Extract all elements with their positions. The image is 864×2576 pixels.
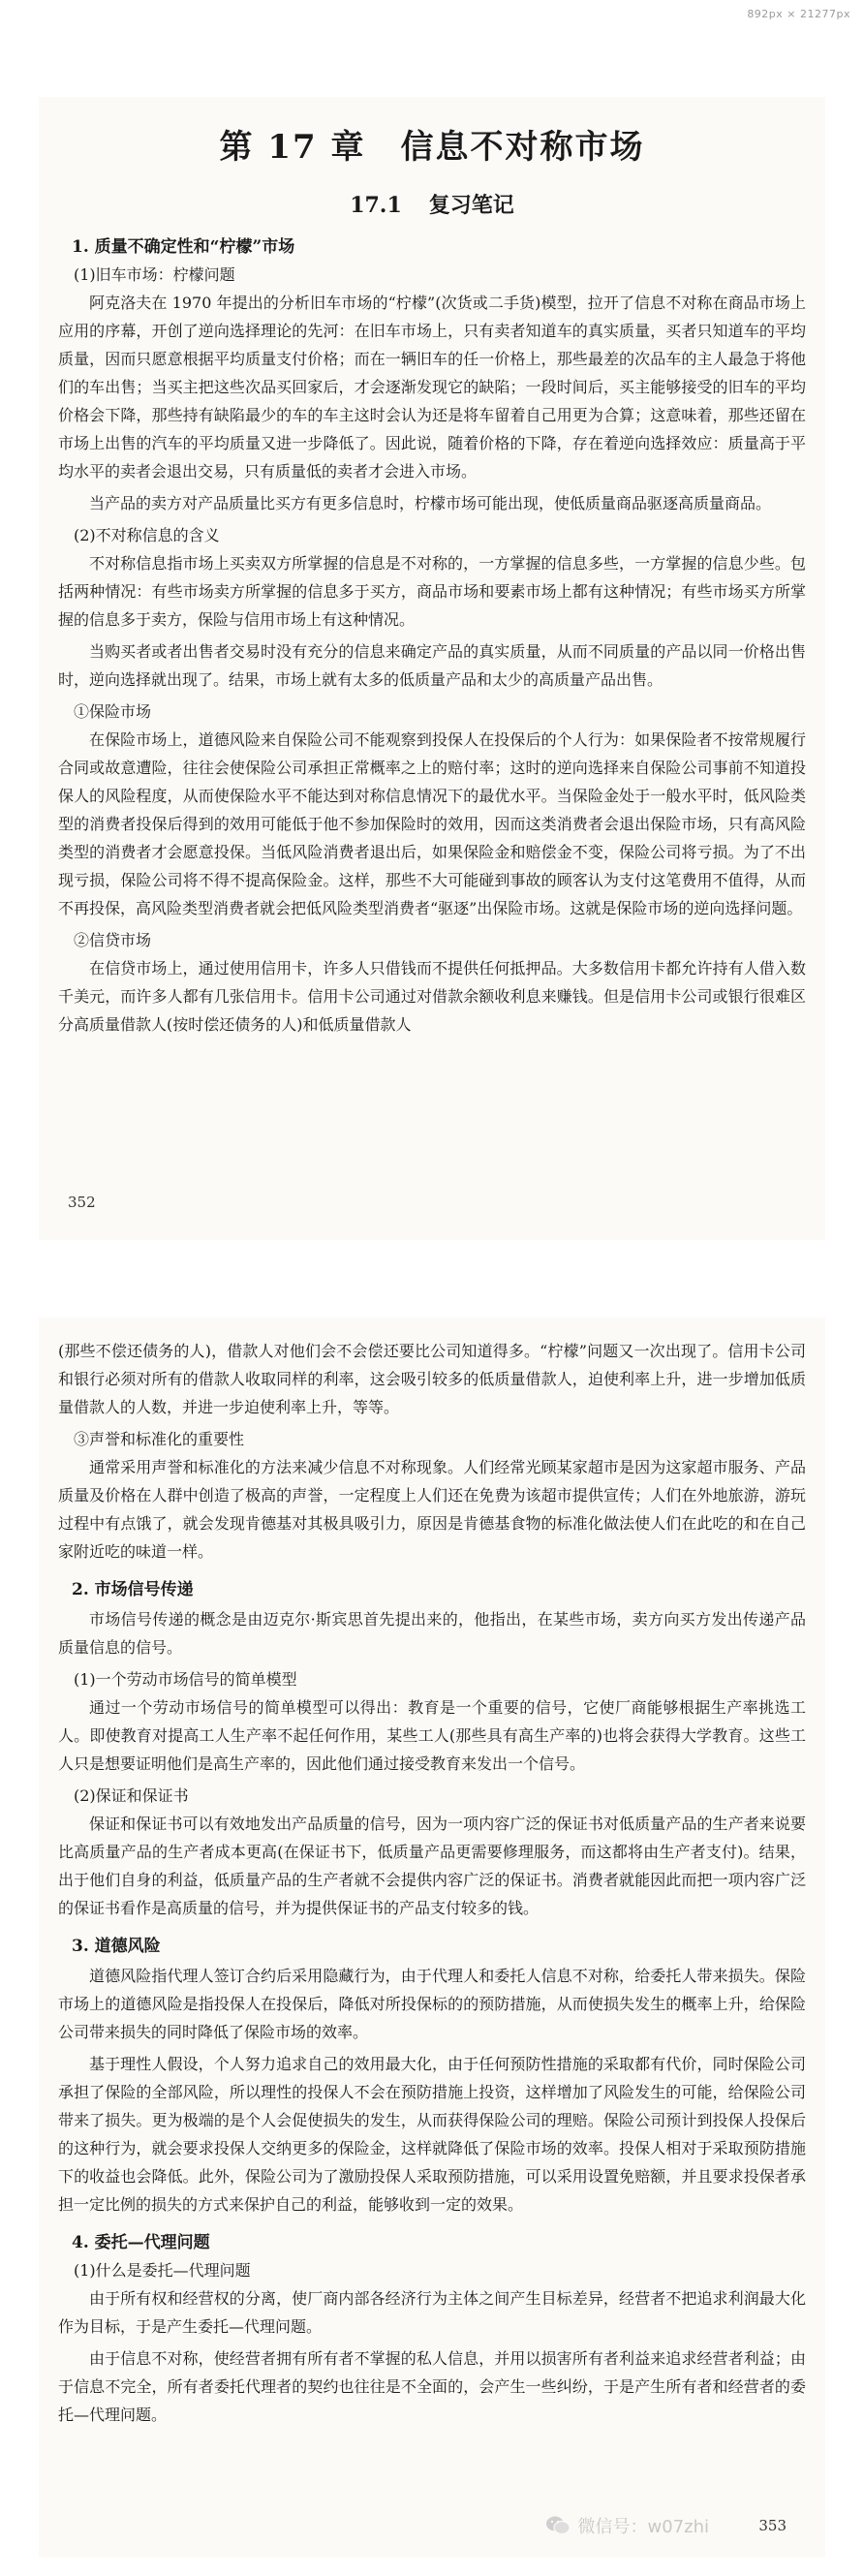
section-heading: 2. 市场信号传递 (72, 1580, 194, 1599)
section-title (58, 189, 806, 219)
subsection-heading: (1)旧车市场：柠檬问题 (74, 265, 235, 284)
paragraph: 在保险市场上，道德风险来自保险公司不能观察到投保人在投保后的个人行为：如果保险者不按常规履行合同或故意遭险，往往会使保险公司承担正常概率之上的赔付率；这时的逆向选择来自保险公司事前不知道投保人的风险程度，从而使保险水平不能达到对称信息情况下的最优水平。当保险金处于一般水平时，低风险类型的消费者投保后得到的效用可能低于他不参加保险时的效用，因而这类消费者会退出保险市场，只有高风险类型的消费者才会愿意投保。当低风险消费者退出后，如果保险金和赔偿金不变，保险公司将亏损。为了不出现亏损，保险公司将不得不提高保险金。这样，那些不大可能碰到事故的顾客认为支付这笔费用不值得，从而不再投保，高风险类型消费者就会把低风险类型消费者“驱逐”出保险市场。这就是保险市场的逆向选择问题。 (58, 730, 806, 917)
book-page-352 (39, 97, 825, 1240)
subsection-heading: (2)保证和保证书 (74, 1786, 189, 1805)
wechat-icon (545, 2515, 571, 2536)
section-name: 复习笔记 (428, 193, 514, 218)
paragraph: 当产品的卖方对产品质量比买方有更多信息时，柠檬市场可能出现，使低质量商品驱逐高质量商品。 (89, 494, 772, 512)
subsection-heading: ②信贷市场 (74, 931, 152, 949)
page-number: 352 (68, 1194, 96, 1211)
paragraph: 市场信号传递的概念是由迈克尔·斯宾思首先提出来的，他指出，在某些市场，卖方向买方发出传递产品质量信息的信号。 (58, 1610, 806, 1657)
paragraph: 保证和保证书可以有效地发出产品质量的信号，因为一项内容广泛的保证书对低质量产品的生产者来说要比高质量产品的生产者成本更高(在保证书下，低质量产品更需要修理服务，而这都将由生产者支付)。结果，出于他们自身的利益，低质量产品的生产者就不会提供内容广泛的保证书。消费者就能因此而把一项内容广泛的保证书看作是高质量的信号，并为提供保证书的产品支付较多的钱。 (58, 1815, 806, 1917)
subsection-heading: (1)一个劳动市场信号的简单模型 (74, 1670, 297, 1689)
chapter-title (58, 120, 806, 168)
paragraph: 道德风险指代理人签订合约后采用隐藏行为，由于代理人和委托人信息不对称，给委托人带来损失。保险市场上的道德风险是指投保人在投保后，降低对所投保标的的预防措施，从而使损失发生的概率上升，给保险公司带来损失的同时降低了保险市场的效率。 (58, 1967, 806, 2041)
paragraph: 通过一个劳动市场信号的简单模型可以得出：教育是一个重要的信号，它使厂商能够根据生产率挑选工人。即使教育对提高工人生产率不起任何作用，某些工人(那些具有高生产率的)也将会获得大学教育。这些工人只是想要证明他们是高生产率的，因此他们通过接受教育来发出一个信号。 (58, 1698, 806, 1773)
page-number: 353 (758, 2517, 787, 2534)
subsection-heading: (2)不对称信息的含义 (74, 526, 220, 544)
paragraph: 阿克洛夫在 1970 年提出的分析旧车市场的“柠檬”(次货或二手货)模型，拉开了信息不对称在商品市场上应用的序幕，开创了逆向选择理论的先河：在旧车市场上，只有卖者知道车的真实质量，买者只知道车的平均质量，因而只愿意根据平均质量支付价格；而在一辆旧车的任一价格上，那些最差的次品车的主人最急于将他们的车出售；当买主把这些次品买回家后，才会逐渐发现它的缺陷；一段时间后，买主能够接受的旧车的平均价格会下降，那些持有缺陷最少的车的车主这时会认为还是将车留着自己用更为合算；这意味着，那些还留在市场上出售的汽车的平均质量又进一步降低了。因此说，随着价格的下降，存在着逆向选择效应：质量高于平均水平的卖者会退出交易，只有质量低的卖者才会进入市场。 (58, 294, 806, 481)
page-body (58, 233, 806, 1039)
subsection-heading: (1)什么是委托—代理问题 (74, 2261, 251, 2280)
paragraph: 不对称信息指市场上买卖双方所掌握的信息是不对称的，一方掌握的信息多些，一方掌握的信息少些。包括两种情况：有些市场卖方所掌握的信息多于买方，商品市场和要素市场上都有这种情况；有些市场买方所掌握的信息多于卖方，保险与信用市场上有这种情况。 (58, 554, 806, 629)
section-heading: 4. 委托—代理问题 (72, 2233, 210, 2252)
chapter-number: 第 17 章 (219, 128, 366, 167)
paragraph: 基于理性人假设，个人努力追求自己的效用最大化，由于任何预防性措施的采取都有代价，同时保险公司承担了保险的全部风险，所以理性的投保人不会在预防措施上投资，这样增加了风险发生的可能，给保险公司带来了损失。更为极端的是个人会促使损失的发生，从而获得保险公司的理赔。保险公司预计到投保人投保后的这种行为，就会要求投保人交纳更多的保险金，这样就降低了保险市场的效率。投保人相对于采取预防措施下的收益也会降低。此外，保险公司为了激励投保人采取预防措施，可以采用设置免赔额，并且要求投保者承担一定比例的损失的方式来保护自己的利益，能够收到一定的效果。 (58, 2055, 806, 2214)
paragraph: (那些不偿还债务的人)，借款人对他们会不会偿还要比公司知道得多。“柠檬”问题又一次出现了。信用卡公司和银行必须对所有的借款人收取同样的利率，这会吸引较多的低质量借款人，迫使利率上升，进一步增加低质量借款人的人数，并进一步迫使利率上升，等等。 (58, 1342, 806, 1416)
paragraph: 当购买者或者出售者交易时没有充分的信息来确定产品的真实质量，从而不同质量的产品以同一价格出售时，逆向选择就出现了。结果，市场上就有太多的低质量产品和太少的高质量产品出售。 (58, 642, 806, 689)
chapter-name: 信息不对称市场 (400, 128, 645, 167)
watermark-text: 微信号：w07zhi (577, 2517, 709, 2537)
image-size-label: 892px × 21277px (747, 8, 850, 20)
subsection-heading: ③声誉和标准化的重要性 (74, 1430, 245, 1448)
page-body (58, 1337, 806, 2429)
section-number: 17.1 (350, 193, 402, 218)
book-page-353 (39, 1318, 825, 2558)
section-heading: 3. 道德风险 (72, 1937, 161, 1956)
paragraph: 通常采用声誉和标准化的方法来减少信息不对称现象。人们经常光顾某家超市是因为这家超市服务、产品质量及价格在人群中创造了极高的声誉，一定程度上人们还在免费为该超市提供宣传；人们在外地旅游，游玩过程中有点饿了，就会发现肯德基对其极具吸引力，原因是肯德基食物的标准化做法使人们在此吃的和在自己家附近吃的味道一样。 (58, 1458, 806, 1561)
paragraph: 由于所有权和经营权的分离，使厂商内部各经济行为主体之间产生目标差异，经营者不把追求利润最大化作为目标，于是产生委托—代理问题。 (58, 2289, 806, 2336)
subsection-heading: ①保险市场 (74, 702, 152, 721)
wechat-watermark (545, 2513, 709, 2538)
paragraph: 在信贷市场上，通过使用信用卡，许多人只借钱而不提供任何抵押品。大多数信用卡都允许持有人借入数千美元，而许多人都有几张信用卡。信用卡公司通过对借款余额收利息来赚钱。但是信用卡公司或银行很难区分高质量借款人(按时偿还债务的人)和低质量借款人 (58, 959, 806, 1034)
paragraph: 由于信息不对称，使经营者拥有所有者不掌握的私人信息，并用以损害所有者利益来追求经营者利益；由于信息不完全，所有者委托代理者的契约也往往是不全面的，会产生一些纠纷，于是产生所有者和经营者的委托—代理问题。 (58, 2349, 806, 2424)
section-heading: 1. 质量不确定性和“柠檬”市场 (72, 237, 295, 257)
